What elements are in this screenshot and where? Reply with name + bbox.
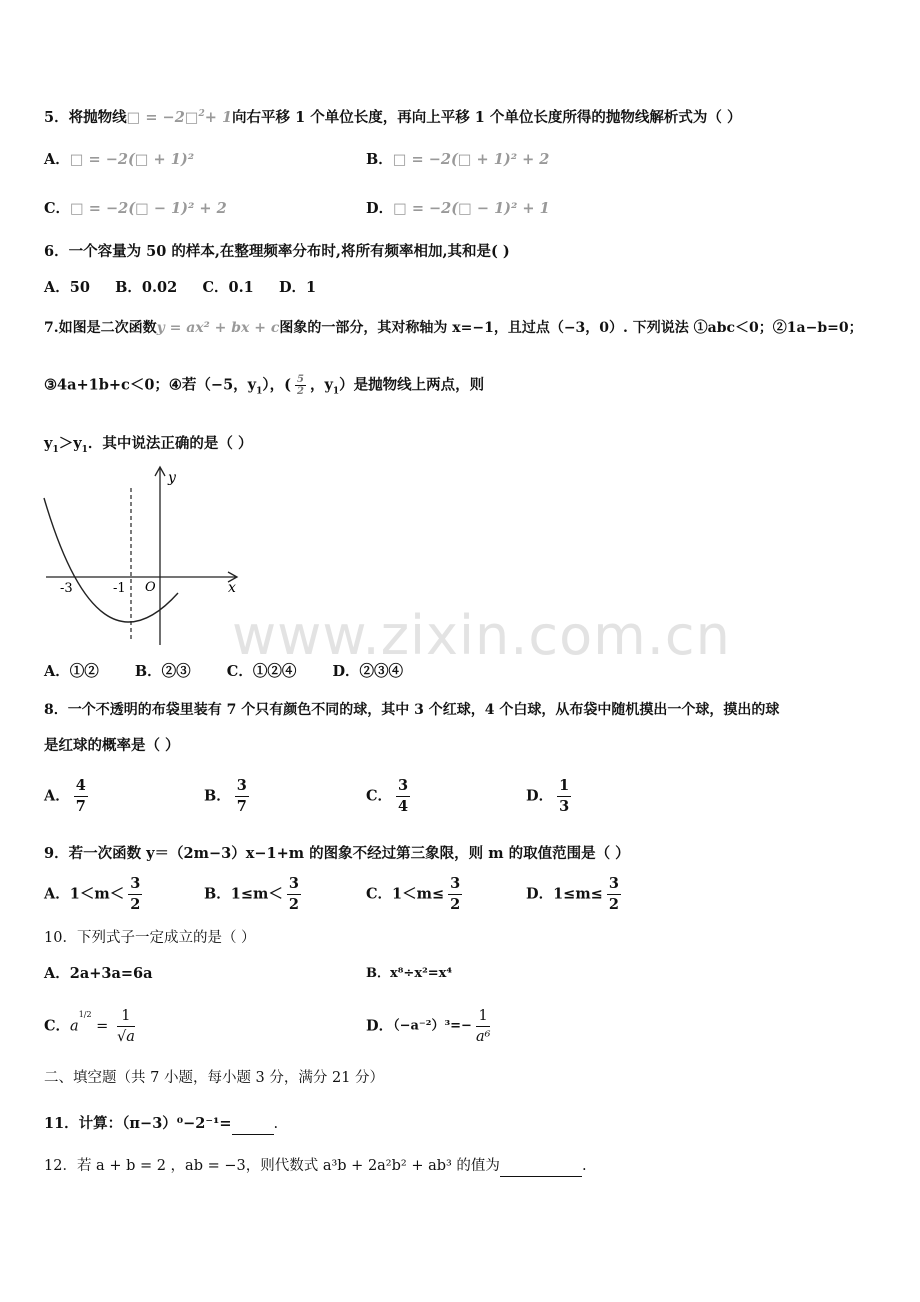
q10-option-a: A．2a+3a=6a	[44, 965, 153, 982]
q11-answer-blank	[232, 1114, 274, 1135]
q6-stem: 6．一个容量为 50 的样本,在整理频率分布时,将所有频率相加,其和是( )	[44, 243, 510, 260]
q8-option-a: A． $\frac{4}{7}$	[44, 777, 86, 815]
q5-expression: □ = −2□	[126, 108, 199, 126]
q8-option-d: D． $\frac{1}{3}$	[526, 777, 570, 815]
parabola-curve	[44, 498, 178, 622]
q8-line2: 是红球的概率是（ ）	[44, 737, 180, 754]
origin-label: O	[145, 580, 156, 595]
watermark: www.zixin.com.cn	[232, 604, 731, 667]
tick-label-minus3: -3	[60, 581, 73, 596]
q6-options: A．50 B．0.02 C．0.1 D．1	[44, 279, 317, 296]
q7-line1: 7.如图是二次函数y = ax² + bx + c图象的一部分，其对称轴为 x=−1，且过点（−3，0）. 下列说法 ①abc＜0；②1a−b=0；	[44, 320, 863, 336]
q8-line1: 8．一个不透明的布袋里装有 7 个只有颜色不同的球，其中 3 个红球，4 个白球，从布袋中随机摸出一个球，摸出的球	[44, 702, 780, 718]
q12-answer-blank	[500, 1156, 582, 1177]
q5-option-b: B．□ = −2(□ + 1)² + 2	[366, 151, 550, 168]
q9-stem: 9．若一次函数 y＝（2m−3）x−1+m 的图象不经过第三象限，则 m 的取值范围是（ ）	[44, 845, 630, 862]
q7-parabola-graph	[38, 462, 248, 652]
q10-option-b: B．x⁸÷x²=x⁴	[366, 966, 453, 981]
q7-line3: $y_1>y_1$．其中说法正确的是（ ）	[44, 435, 253, 455]
q10-option-d: D．（−a⁻²）³=− $\frac{1}{\text{a⁶}}$	[366, 1008, 491, 1045]
q7-function-expression: y = ax² + bx + c	[156, 320, 280, 336]
q7-options: A．①② B．②③ C．①②④ D．②③④	[44, 663, 404, 680]
q9-option-b: B．1≤m＜ $\frac{3}{2}$	[204, 875, 299, 913]
q5-option-a: A．□ = −2(□ + 1)²	[44, 151, 195, 168]
q5-expression-tail: + 1	[204, 108, 233, 126]
q5-suffix: 向右平移 1 个单位长度，再向上平移 1 个单位长度所得的抛物线解析式为（ ）	[232, 108, 742, 126]
q5-stem: 5．将抛物线□ = −2□$^2$+ 1向右平移 1 个单位长度，再向上平移 1 个单位长度所得的抛物线解析式为（ ）	[44, 108, 742, 126]
tick-label-minus1: -1	[113, 581, 126, 596]
q9-option-c: C．1＜m≤ $\frac{3}{2}$	[366, 875, 461, 913]
q7-fraction: $\frac{5}{2}$	[296, 374, 304, 397]
q8-option-b: B． $\frac{3}{7}$	[204, 777, 247, 815]
q10-stem: 10．下列式子一定成立的是（ ）	[44, 930, 256, 946]
x-axis-label: x	[228, 580, 236, 596]
q11-stem: 11．计算：（π−3）⁰−2⁻¹= .	[44, 1114, 278, 1135]
section-2-heading: 二、填空题（共 7 小题，每小题 3 分，满分 21 分）	[44, 1070, 385, 1086]
q5-prefix: 5．将抛物线	[44, 108, 127, 126]
q9-option-d: D．1≤m≤ $\frac{3}{2}$	[526, 875, 619, 913]
q8-option-c: C． $\frac{3}{4}$	[366, 777, 409, 815]
q7-line2: ③4a+1b+c＜0；④若（−5，$y_1$），( $\frac{5}{2}$ ，$y_1$）是抛物线上两点，则	[44, 374, 485, 397]
y-axis-label: y	[168, 470, 176, 486]
q5-option-d: D．□ = −2(□ − 1)² + 1	[366, 200, 550, 217]
q9-option-a: A．1＜m＜ $\frac{3}{2}$	[44, 875, 141, 913]
q12-stem: 12．若 a + b = 2 ，ab = −3，则代数式 a³b + 2a²b² + ab³ 的值为 .	[44, 1156, 587, 1177]
q10-option-c: C．$a^{1/2}$ = $\frac{1}{√a}$	[44, 1008, 135, 1045]
q5-option-c: C．□ = −2(□ − 1)² + 2	[44, 200, 227, 217]
